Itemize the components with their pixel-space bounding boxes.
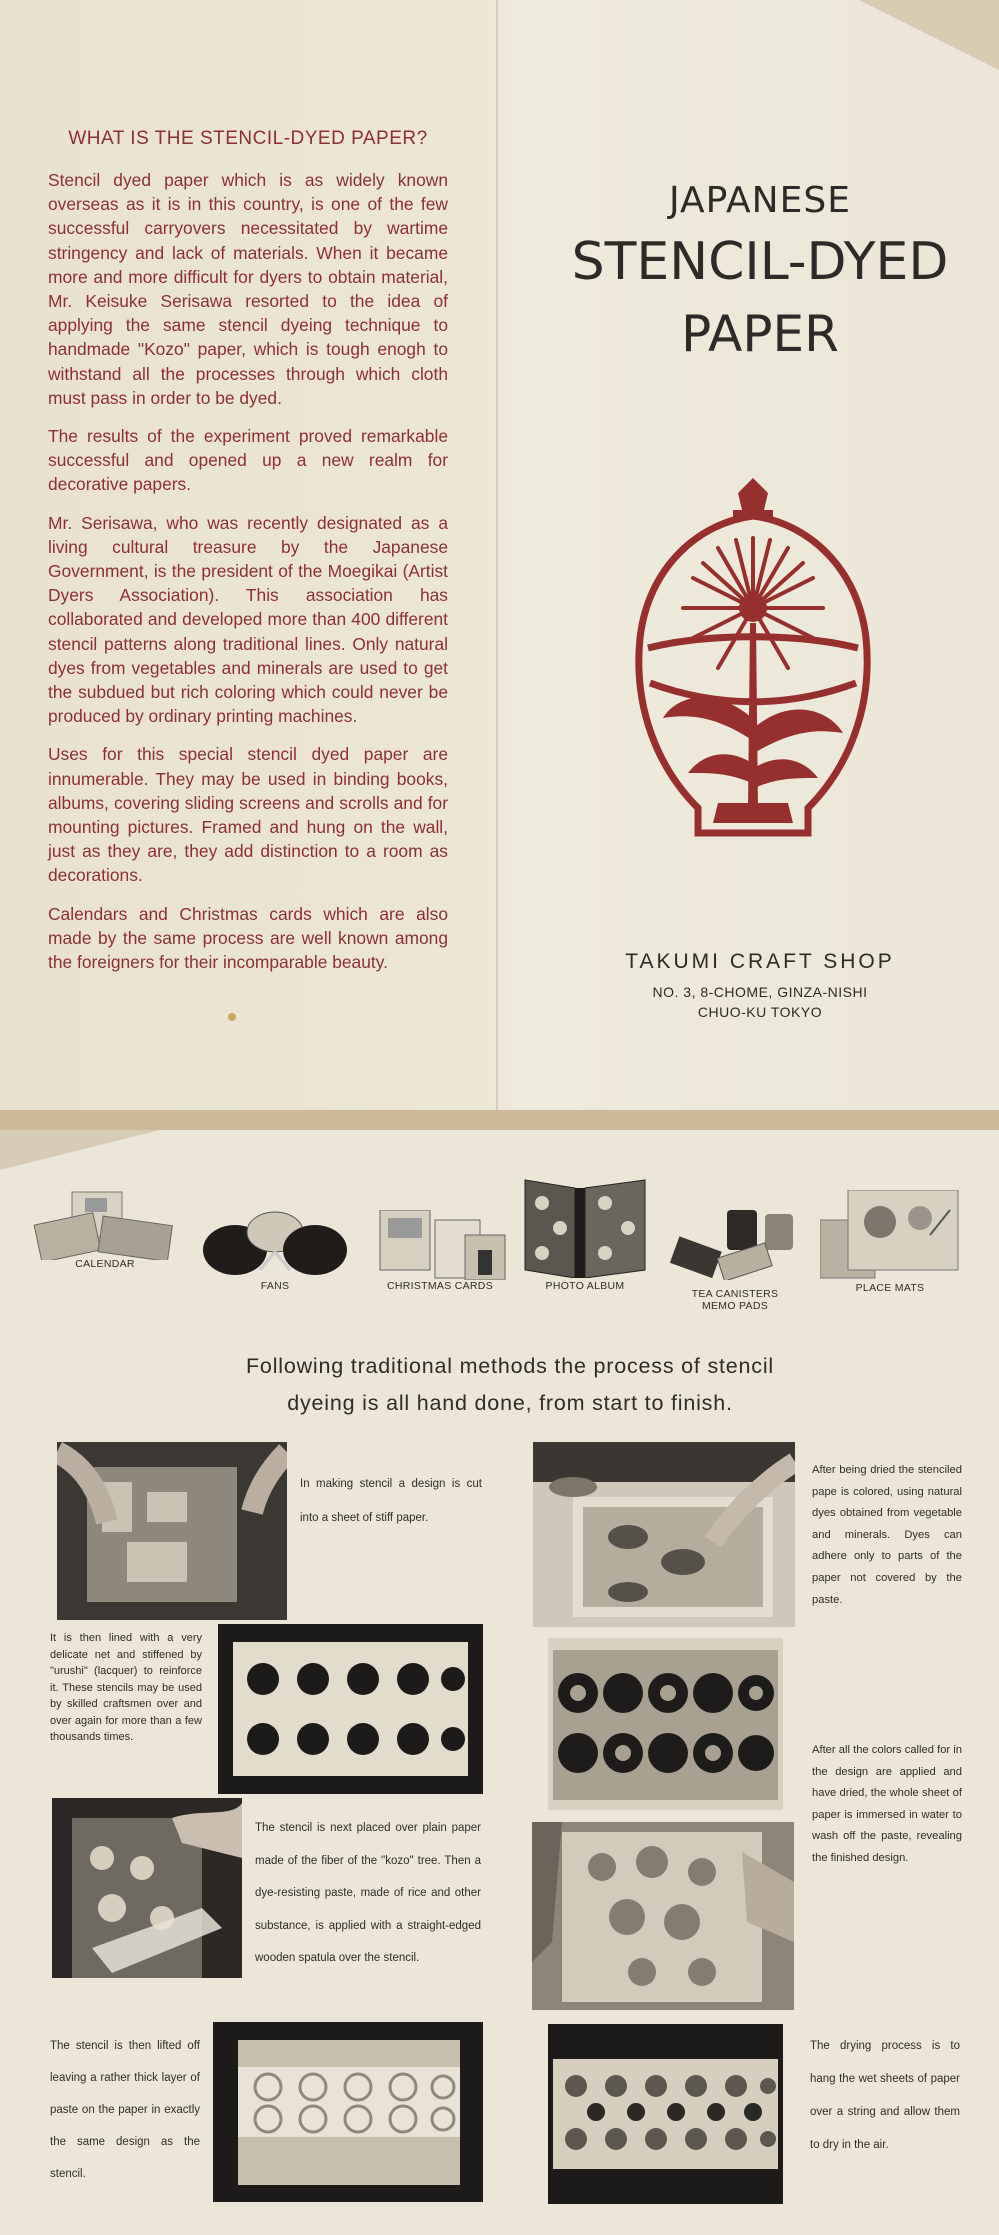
product-label: CHRISTMAS CARDS — [386, 1280, 493, 1292]
photo-album-image — [520, 1178, 650, 1278]
brochure-inner-side — [0, 1130, 999, 2235]
folded-corner — [859, 0, 999, 70]
intro-paragraph: Mr. Serisawa, who was recently designated as a living cultural treasure by the Japanese Government, is the president of the Moegikai (Artist Dyers Association). This association has collaborated and developed more than 400 different stencil patterns along traditional lines. Only natural dyes from vegetables and minerals are used to get the subdued but rich coloring which could never be produced by ordinary printing machines. — [48, 512, 448, 727]
step-caption: The stencil is then lifted off leaving a rather thick layer of paste on the paper in exactly the same design as the stencil. — [50, 2040, 200, 2180]
intro-paragraph: Calendars and Christmas cards which are also made by the same process are well known among the foreigners for their incomparable beauty. — [48, 903, 448, 973]
intro-heading: WHAT IS THE STENCIL-DYED PAPER? — [68, 128, 428, 149]
vase-flower-illustration — [628, 478, 878, 848]
photo-stencil-net — [218, 1624, 483, 1794]
photo-washing — [532, 1822, 794, 2010]
photo-cutting-stencil — [57, 1442, 287, 1620]
title-line-1: JAPANESE — [669, 180, 851, 221]
step-caption: The drying process is to hang the wet sheets of paper over a string and allow them to dry in the air. — [810, 2040, 960, 2151]
product-tea-canisters-memo-pads — [665, 1208, 805, 1312]
brochure-outer-side — [0, 0, 999, 1110]
step-caption: In making stencil a design is cut into a sheet of stiff paper. — [300, 1478, 482, 1524]
shop-name: TAKUMI CRAFT SHOP — [625, 950, 895, 973]
folded-corner — [0, 1130, 160, 1170]
intro-paragraph: The results of the experiment proved remarkable successful and opened up a new realm for decorative papers. — [48, 426, 448, 495]
tagline-line-1: Following traditional methods the process of stencil — [246, 1354, 774, 1378]
step-caption: The stencil is next placed over plain paper made of the fiber of the "kozo" tree. Then a dye-resisting paste, made of rice and other substance, is applied with a straight-edged wooden spatula over the stencil. — [255, 1822, 481, 1964]
fold-line — [496, 0, 498, 1110]
ink-spot — [228, 1013, 236, 1021]
intro-paragraph: Uses for this special stencil dyed paper are innumerable. They may be used in binding books, albums, covering sliding screens and scrolls and for mounting pictures. Framed and hung on the wall, just as they are, they add distinction to a room as decorations. — [48, 744, 448, 886]
product-label: PLACE MATS — [855, 1282, 925, 1294]
step-caption: After being dried the stenciled pape is colored, using natural dyes obtained from vegetable and minerals. Dyes can adhere only to parts of the paper not covered by the paste. — [812, 1464, 962, 1606]
intro-paragraph: Stencil dyed paper which is as widely known overseas as it is in this country, is one of the few successful carryovers necessitated by wartime stringency and lack of materials. When it became more and more difficult for dyers to obtain material, Mr. Keisuke Serisawa resorted to the idea of applying the same stencil dyeing technique to handmade "Kozo" paper, which is tough enogh to withstand all the processes through which cloth must pass in order to be dyed. — [48, 170, 448, 408]
tea-canisters-image — [665, 1208, 805, 1280]
shop-address-line-1: NO. 3, 8-CHOME, GINZA-NISHI — [652, 984, 868, 1000]
fans-image — [190, 1210, 360, 1280]
product-christmas-cards — [370, 1210, 510, 1292]
title-line-2: STENCIL-DYED — [571, 232, 949, 292]
intro-text — [48, 168, 448, 988]
photo-applying-paste — [52, 1798, 242, 1978]
product-label: PHOTO ALBUM — [545, 1280, 625, 1292]
photo-paste-layer — [213, 2022, 483, 2202]
product-calendar — [30, 1190, 180, 1270]
product-label: CALENDAR — [75, 1258, 135, 1270]
calendar-image — [30, 1190, 180, 1260]
photo-dyed-pattern — [548, 1638, 783, 1810]
tagline-line-2: dyeing is all hand done, from start to finish. — [287, 1391, 733, 1415]
christmas-cards-image — [370, 1210, 510, 1280]
product-fans — [190, 1210, 360, 1292]
title-line-3: PAPER — [681, 305, 839, 363]
product-place-mats — [820, 1190, 960, 1294]
place-mats-image — [820, 1190, 960, 1280]
shop-address-line-2: CHUO-KU TOKYO — [697, 1004, 823, 1020]
step-caption: After all the colors called for in the design are applied and have dried, the whole sheet of paper is immersed in water to wash off the paste, revealing the finished design. — [812, 1744, 962, 1864]
product-label: TEA CANISTERS MEMO PADS — [691, 1288, 779, 1312]
photo-coloring — [533, 1442, 795, 1627]
product-photo-album — [520, 1178, 650, 1292]
product-label: FANS — [260, 1280, 290, 1292]
step-caption: It is then lined with a very delicate net and stiffened by "urushi" (lacquer) to reinforce it. These stencils may be used by skilled craftsmen over and over again for more than a few thousands times. — [50, 1632, 202, 1743]
photo-finished-design — [548, 2024, 783, 2204]
